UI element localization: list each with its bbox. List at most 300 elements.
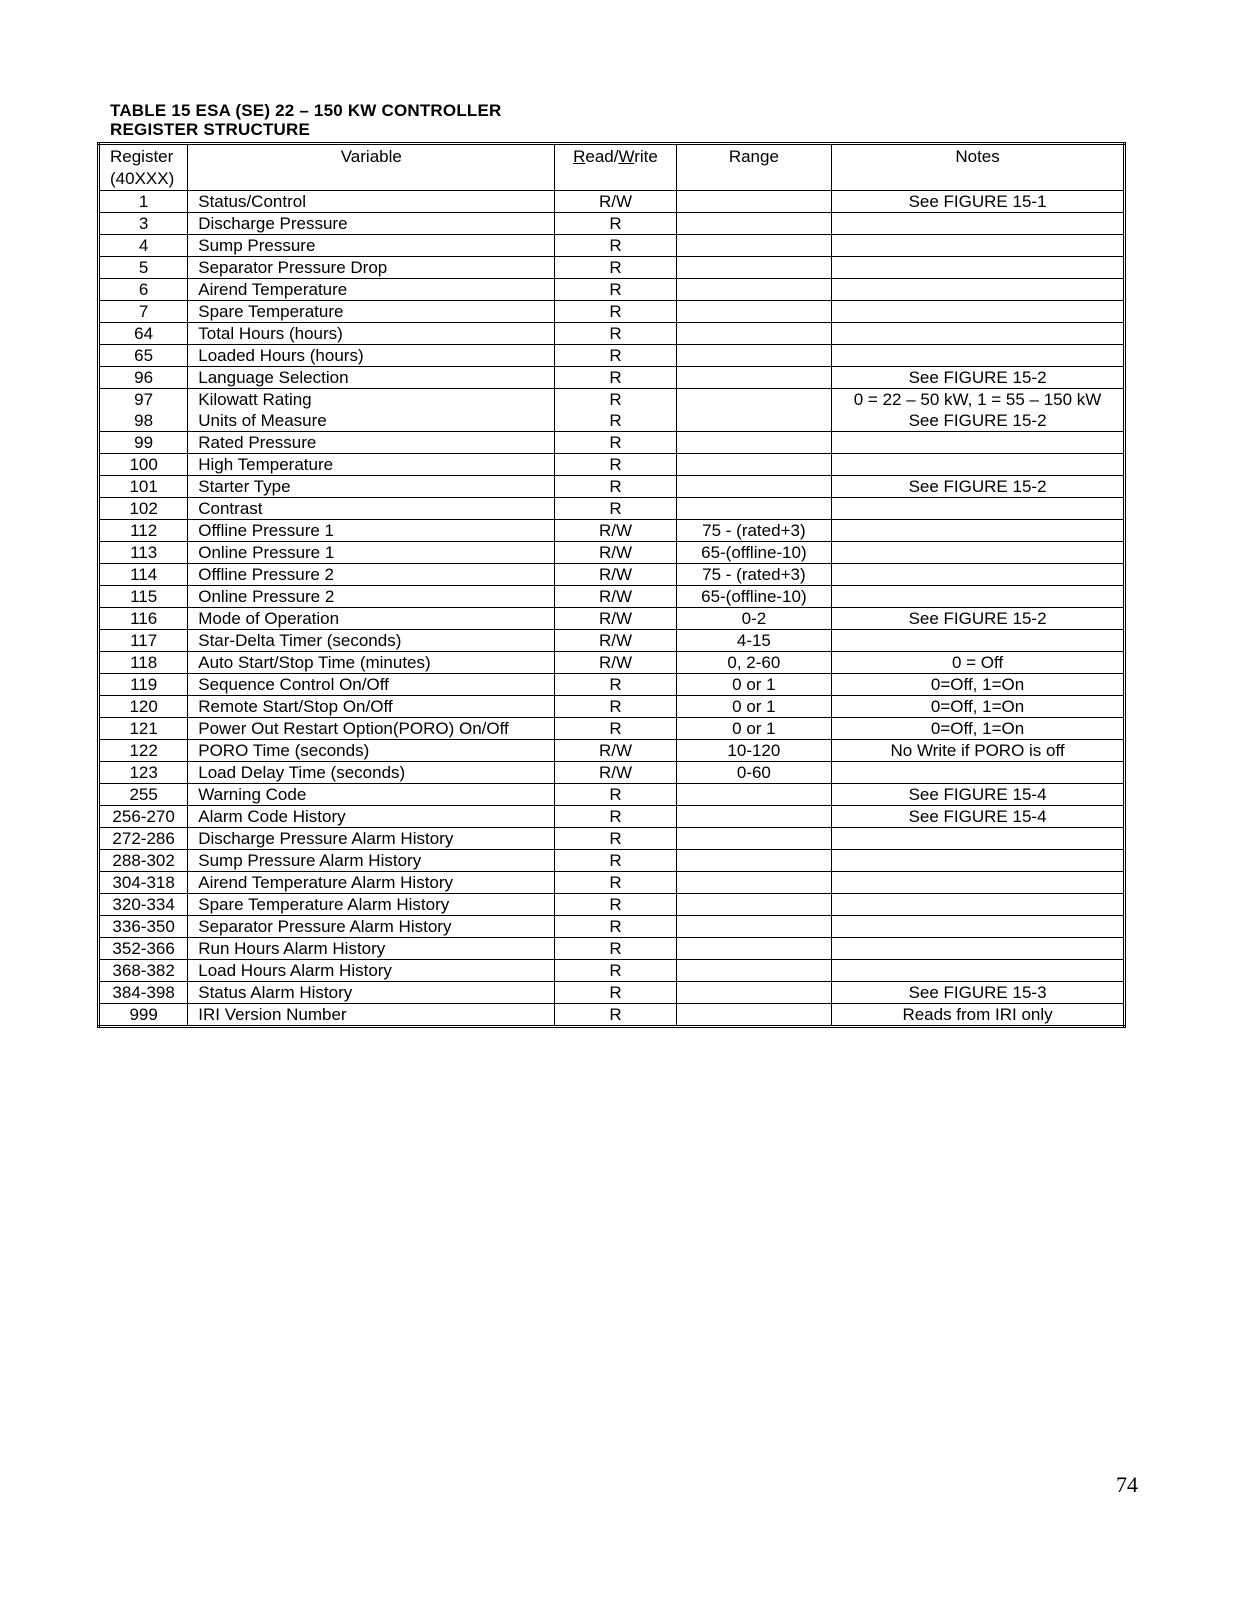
- notes-cell: [832, 608, 1125, 630]
- variable-cell: [188, 718, 555, 740]
- variable-cell: [188, 454, 555, 476]
- read-write-cell: [555, 345, 676, 367]
- range-cell: [676, 586, 831, 608]
- notes-cell: [832, 301, 1125, 323]
- range-cell-text: 0 or 1: [732, 719, 776, 738]
- variable-cell: [188, 213, 555, 235]
- notes-cell: [832, 345, 1125, 367]
- table-row: [99, 740, 1125, 762]
- variable-cell-text: Airend Temperature: [198, 280, 348, 299]
- read-write-cell-text: R: [609, 675, 622, 694]
- read-write-cell-text: R: [609, 280, 622, 299]
- variable-cell-text: Mode of Operation: [198, 609, 340, 628]
- notes-cell: [832, 1004, 1125, 1027]
- notes-cell: [832, 213, 1125, 235]
- read-write-cell: [555, 476, 676, 498]
- read-write-cell: [555, 542, 676, 564]
- variable-cell: [188, 696, 555, 718]
- register-cell: [99, 213, 188, 235]
- read-write-cell: [555, 982, 676, 1004]
- register-cell: [99, 257, 188, 279]
- read-write-cell-text: R: [609, 851, 622, 870]
- read-write-cell: [555, 872, 676, 894]
- table-row: [99, 498, 1125, 520]
- register-cell-text: 256-270: [112, 807, 175, 826]
- register-cell-text: 320-334: [112, 895, 175, 914]
- register-cell-text: 115: [130, 587, 158, 606]
- variable-cell-text: Warning Code: [198, 785, 307, 804]
- variable-cell-text: Loaded Hours (hours): [198, 346, 364, 365]
- table-row: [99, 564, 1125, 586]
- register-cell: [99, 235, 188, 257]
- range-cell: [676, 652, 831, 674]
- table-row: [99, 213, 1125, 235]
- read-write-cell-text: R: [609, 433, 622, 452]
- variable-cell: [188, 828, 555, 850]
- header-notes: Notes: [832, 144, 1125, 191]
- range-cell-text: 75 - (rated+3): [702, 521, 806, 540]
- read-write-cell: [555, 301, 676, 323]
- read-write-cell-text: R: [609, 939, 622, 958]
- table-row: [99, 806, 1125, 828]
- register-cell: [99, 345, 188, 367]
- read-write-cell: [555, 828, 676, 850]
- register-cell-text: 121: [129, 719, 158, 738]
- range-cell: [676, 520, 831, 542]
- notes-cell: [832, 828, 1125, 850]
- register-cell-text: 113: [130, 543, 158, 562]
- read-write-cell: [555, 586, 676, 608]
- table-row: [99, 367, 1125, 389]
- read-write-cell: [555, 279, 676, 301]
- range-cell-text: 0 or 1: [732, 675, 776, 694]
- table-row: [99, 916, 1125, 938]
- read-write-cell: [555, 674, 676, 696]
- register-cell-text: 122: [129, 741, 158, 760]
- variable-cell: [188, 740, 555, 762]
- variable-cell: [188, 916, 555, 938]
- read-write-cell-text: R/W: [598, 521, 632, 540]
- read-write-cell: [555, 1004, 676, 1027]
- register-cell-text: 288-302: [112, 851, 175, 870]
- range-cell-text: 10-120: [727, 741, 781, 760]
- variable-cell: [188, 762, 555, 784]
- register-cell: [99, 476, 188, 498]
- read-write-cell-text: R: [609, 324, 622, 343]
- read-write-cell: [555, 762, 676, 784]
- header-read-write: [555, 144, 676, 191]
- variable-cell-text: Discharge Pressure Alarm History: [198, 829, 454, 848]
- register-cell: [99, 1004, 188, 1027]
- table-row: [99, 828, 1125, 850]
- table-title-line2: REGISTER STRUCTURE: [110, 120, 311, 139]
- register-cell: [99, 872, 188, 894]
- variable-cell-text: Spare Temperature Alarm History: [198, 895, 450, 914]
- variable-cell-text: Online Pressure 1: [198, 543, 335, 562]
- variable-cell: [188, 279, 555, 301]
- register-cell: [99, 652, 188, 674]
- variable-cell-text-2: Units of Measure: [198, 411, 327, 430]
- variable-cell-text: Rated Pressure: [198, 433, 317, 452]
- register-cell-text: 3: [138, 214, 149, 233]
- read-write-cell: [555, 696, 676, 718]
- table-row: [99, 1004, 1125, 1027]
- variable-cell: [188, 367, 555, 389]
- table-row: [99, 235, 1125, 257]
- variable-cell-text: High Temperature: [198, 455, 334, 474]
- read-write-cell-text: R: [609, 455, 622, 474]
- read-write-cell: [555, 806, 676, 828]
- read-write-cell: [555, 564, 676, 586]
- range-cell: [676, 806, 831, 828]
- read-write-cell-text: R: [609, 807, 622, 826]
- read-write-cell: [555, 454, 676, 476]
- range-cell-text: 75 - (rated+3): [702, 565, 806, 584]
- register-cell-text: 384-398: [112, 983, 175, 1002]
- table-title: [110, 101, 502, 139]
- notes-cell: [832, 916, 1125, 938]
- range-cell: [676, 608, 831, 630]
- register-cell: [99, 806, 188, 828]
- range-cell: [676, 982, 831, 1004]
- read-write-cell-text: R: [609, 499, 622, 518]
- read-write-cell-text: R/W: [598, 763, 632, 782]
- read-write-cell-text: R/W: [598, 631, 632, 650]
- variable-cell-text: Language Selection: [198, 368, 349, 387]
- table-row: [99, 652, 1125, 674]
- table-row: [99, 542, 1125, 564]
- read-write-cell-text: R: [609, 1005, 622, 1024]
- notes-cell-text: See FIGURE 15-4: [908, 807, 1047, 826]
- range-cell: [676, 718, 831, 740]
- header-rw-w: W: [618, 147, 635, 166]
- header-rw-end: rite: [634, 147, 658, 166]
- register-cell: [99, 784, 188, 806]
- read-write-cell-text: R/W: [598, 543, 632, 562]
- range-cell: [676, 872, 831, 894]
- range-cell: [676, 630, 831, 652]
- register-cell: [99, 740, 188, 762]
- variable-cell-text: Spare Temperature: [198, 302, 344, 321]
- read-write-cell-text: R: [609, 302, 622, 321]
- table-row: [99, 279, 1125, 301]
- notes-cell: [832, 630, 1125, 652]
- notes-cell: [832, 938, 1125, 960]
- table-row: [99, 784, 1125, 806]
- range-cell-text: 0-2: [741, 609, 767, 628]
- notes-cell: [832, 806, 1125, 828]
- read-write-cell: [555, 960, 676, 982]
- range-cell: [676, 960, 831, 982]
- register-cell: [99, 367, 188, 389]
- header-register-line2: (40XXX): [110, 169, 175, 188]
- notes-cell-text: 0=Off, 1=On: [930, 719, 1025, 738]
- register-cell: [99, 850, 188, 872]
- register-cell: [99, 564, 188, 586]
- register-cell-text: 65: [134, 346, 154, 365]
- range-cell: [676, 740, 831, 762]
- table-row: [99, 696, 1125, 718]
- variable-cell: [188, 191, 555, 213]
- header-row: [99, 144, 1125, 191]
- register-cell-text: 272-286: [112, 829, 175, 848]
- variable-cell: [188, 345, 555, 367]
- register-cell: [99, 696, 188, 718]
- range-cell: [676, 498, 831, 520]
- table-row: [99, 894, 1125, 916]
- register-cell: [99, 916, 188, 938]
- variable-cell-text: Offline Pressure 1: [198, 521, 335, 540]
- range-cell: [676, 1004, 831, 1027]
- notes-cell: [832, 279, 1125, 301]
- page-number: 74: [1116, 1472, 1138, 1497]
- table-row: [99, 257, 1125, 279]
- register-cell-text: 120: [129, 697, 158, 716]
- table-row: [99, 191, 1125, 213]
- notes-cell: [832, 652, 1125, 674]
- range-cell: [676, 828, 831, 850]
- read-write-cell-text: R: [609, 719, 622, 738]
- notes-cell: [832, 740, 1125, 762]
- register-cell: [99, 982, 188, 1004]
- register-cell-text: 114: [130, 565, 158, 584]
- register-cell: [99, 608, 188, 630]
- notes-cell-text: See FIGURE 15-2: [908, 368, 1047, 387]
- header-rw-mid: ead/: [585, 147, 619, 166]
- variable-cell: [188, 608, 555, 630]
- variable-cell-text: Status/Control: [198, 192, 306, 211]
- variable-cell-text: Power Out Restart Option(PORO) On/Off: [198, 719, 509, 738]
- register-cell: [99, 542, 188, 564]
- register-cell-text: 336-350: [112, 917, 175, 936]
- variable-cell: [188, 938, 555, 960]
- read-write-cell-text: R/W: [598, 653, 632, 672]
- notes-cell: [832, 520, 1125, 542]
- table-row: [99, 674, 1125, 696]
- read-write-cell: [555, 652, 676, 674]
- read-write-cell: [555, 323, 676, 345]
- variable-cell-text: Alarm Code History: [198, 807, 346, 826]
- header-rw-r: R: [573, 147, 586, 166]
- variable-cell: [188, 323, 555, 345]
- notes-cell: [832, 498, 1125, 520]
- variable-cell: [188, 872, 555, 894]
- read-write-cell-text: R/W: [598, 565, 632, 584]
- register-cell: [99, 938, 188, 960]
- notes-cell: [832, 564, 1125, 586]
- variable-cell: [188, 894, 555, 916]
- register-cell-text: 101: [129, 477, 158, 496]
- range-cell: [676, 191, 831, 213]
- notes-cell-text: 0 = 22 – 50 kW, 1 = 55 – 150 kW: [853, 390, 1102, 409]
- register-table: [97, 142, 1126, 1028]
- notes-cell: [832, 850, 1125, 872]
- notes-cell: [832, 784, 1125, 806]
- variable-cell-text: Online Pressure 2: [198, 587, 335, 606]
- read-write-cell-text: R: [609, 873, 622, 892]
- range-cell: [676, 476, 831, 498]
- read-write-cell-text: R: [609, 477, 622, 496]
- read-write-cell: [555, 850, 676, 872]
- variable-cell: [188, 630, 555, 652]
- variable-cell-text: Airend Temperature Alarm History: [198, 873, 454, 892]
- register-cell-text: 4: [138, 236, 149, 255]
- read-write-cell-text: R/W: [598, 587, 632, 606]
- notes-cell: [832, 542, 1125, 564]
- register-cell: [99, 191, 188, 213]
- read-write-cell: [555, 213, 676, 235]
- register-cell-text: 116: [130, 609, 158, 628]
- variable-cell: [188, 257, 555, 279]
- read-write-cell-text-2: R: [609, 411, 622, 430]
- variable-cell-text: Status Alarm History: [198, 983, 353, 1002]
- register-cell-text: 1: [138, 192, 149, 211]
- range-cell-text: 4-15: [736, 631, 771, 650]
- read-write-cell-text: R: [609, 785, 622, 804]
- range-cell-text: 0, 2-60: [727, 653, 781, 672]
- notes-cell: [832, 674, 1125, 696]
- range-cell: [676, 938, 831, 960]
- read-write-cell: [555, 257, 676, 279]
- register-cell-text: 117: [130, 631, 158, 650]
- header-register: [99, 144, 188, 191]
- range-cell: [676, 784, 831, 806]
- register-cell-text: 123: [129, 763, 158, 782]
- variable-cell-text: Separator Pressure Drop: [198, 258, 388, 277]
- variable-cell-text: Discharge Pressure: [198, 214, 348, 233]
- read-write-cell: [555, 432, 676, 454]
- table-row: [99, 718, 1125, 740]
- notes-cell-text: See FIGURE 15-2: [908, 609, 1047, 628]
- notes-cell-text: 0 = Off: [951, 653, 1004, 672]
- range-cell: [676, 323, 831, 345]
- notes-cell-text-2: See FIGURE 15-2: [908, 411, 1047, 430]
- register-cell: [99, 960, 188, 982]
- variable-cell: [188, 389, 555, 432]
- variable-cell: [188, 784, 555, 806]
- read-write-cell: [555, 916, 676, 938]
- variable-cell-text: IRI Version Number: [198, 1005, 347, 1024]
- range-cell: [676, 432, 831, 454]
- read-write-cell: [555, 520, 676, 542]
- variable-cell: [188, 432, 555, 454]
- variable-cell: [188, 564, 555, 586]
- read-write-cell-text: R: [609, 258, 622, 277]
- table-row: [99, 345, 1125, 367]
- register-cell-text: 255: [129, 785, 158, 804]
- read-write-cell: [555, 191, 676, 213]
- variable-cell-text: Sump Pressure: [198, 236, 316, 255]
- table-row: [99, 520, 1125, 542]
- range-cell: [676, 674, 831, 696]
- read-write-cell: [555, 740, 676, 762]
- notes-cell: [832, 586, 1125, 608]
- range-cell: [676, 389, 831, 432]
- register-cell-text: 119: [130, 675, 158, 694]
- range-cell: [676, 762, 831, 784]
- register-cell-text: 304-318: [112, 873, 175, 892]
- range-cell: [676, 542, 831, 564]
- notes-cell: [832, 894, 1125, 916]
- notes-cell: [832, 389, 1125, 432]
- notes-cell-text: No Write if PORO is off: [890, 741, 1065, 760]
- range-cell: [676, 564, 831, 586]
- table-row: [99, 454, 1125, 476]
- register-cell: [99, 454, 188, 476]
- range-cell: [676, 696, 831, 718]
- register-cell-text-2: 98: [134, 411, 154, 430]
- range-cell: [676, 257, 831, 279]
- range-cell-text: 0 or 1: [732, 697, 776, 716]
- notes-cell: [832, 718, 1125, 740]
- table-row: [99, 630, 1125, 652]
- register-cell-text: 64: [134, 324, 154, 343]
- register-cell: [99, 432, 188, 454]
- variable-cell: [188, 652, 555, 674]
- variable-cell: [188, 542, 555, 564]
- variable-cell-text: Load Hours Alarm History: [198, 961, 392, 980]
- register-cell-text: 100: [129, 455, 158, 474]
- variable-cell-text: Run Hours Alarm History: [198, 939, 386, 958]
- read-write-cell: [555, 630, 676, 652]
- range-cell: [676, 301, 831, 323]
- variable-cell-text: Remote Start/Stop On/Off: [198, 697, 393, 716]
- table-row: [99, 586, 1125, 608]
- register-cell: [99, 762, 188, 784]
- read-write-cell: [555, 894, 676, 916]
- register-cell-text: 97: [134, 390, 154, 409]
- register-cell: [99, 586, 188, 608]
- read-write-cell-text: R/W: [598, 192, 632, 211]
- notes-cell: [832, 960, 1125, 982]
- read-write-cell: [555, 235, 676, 257]
- range-cell: [676, 213, 831, 235]
- read-write-cell: [555, 367, 676, 389]
- read-write-cell: [555, 498, 676, 520]
- read-write-cell-text: R: [609, 346, 622, 365]
- table-row: [99, 850, 1125, 872]
- register-cell: [99, 894, 188, 916]
- register-cell-text: 6: [138, 280, 149, 299]
- register-cell-text: 999: [129, 1005, 158, 1024]
- register-cell-text: 5: [138, 258, 149, 277]
- table-row: [99, 872, 1125, 894]
- register-cell-text: 352-366: [112, 939, 175, 958]
- register-cell: [99, 301, 188, 323]
- range-cell-text: 0-60: [736, 763, 771, 782]
- notes-cell: [832, 432, 1125, 454]
- header-range: Range: [676, 144, 831, 191]
- read-write-cell-text: R/W: [598, 741, 632, 760]
- read-write-cell-text: R: [609, 214, 622, 233]
- read-write-cell-text: R: [609, 697, 622, 716]
- range-cell: [676, 916, 831, 938]
- variable-cell: [188, 476, 555, 498]
- range-cell: [676, 279, 831, 301]
- notes-cell-text: 0=Off, 1=On: [930, 697, 1025, 716]
- table-row: [99, 608, 1125, 630]
- table-title-line1: TABLE 15 ESA (SE) 22 – 150 KW CONTROLLER: [110, 101, 502, 120]
- variable-cell: [188, 1004, 555, 1027]
- read-write-cell: [555, 784, 676, 806]
- read-write-cell-text: R: [609, 983, 622, 1002]
- variable-cell: [188, 586, 555, 608]
- read-write-cell-text: R: [609, 829, 622, 848]
- variable-cell: [188, 850, 555, 872]
- register-cell-text: 96: [134, 368, 154, 387]
- notes-cell: [832, 982, 1125, 1004]
- variable-cell-text: Offline Pressure 2: [198, 565, 335, 584]
